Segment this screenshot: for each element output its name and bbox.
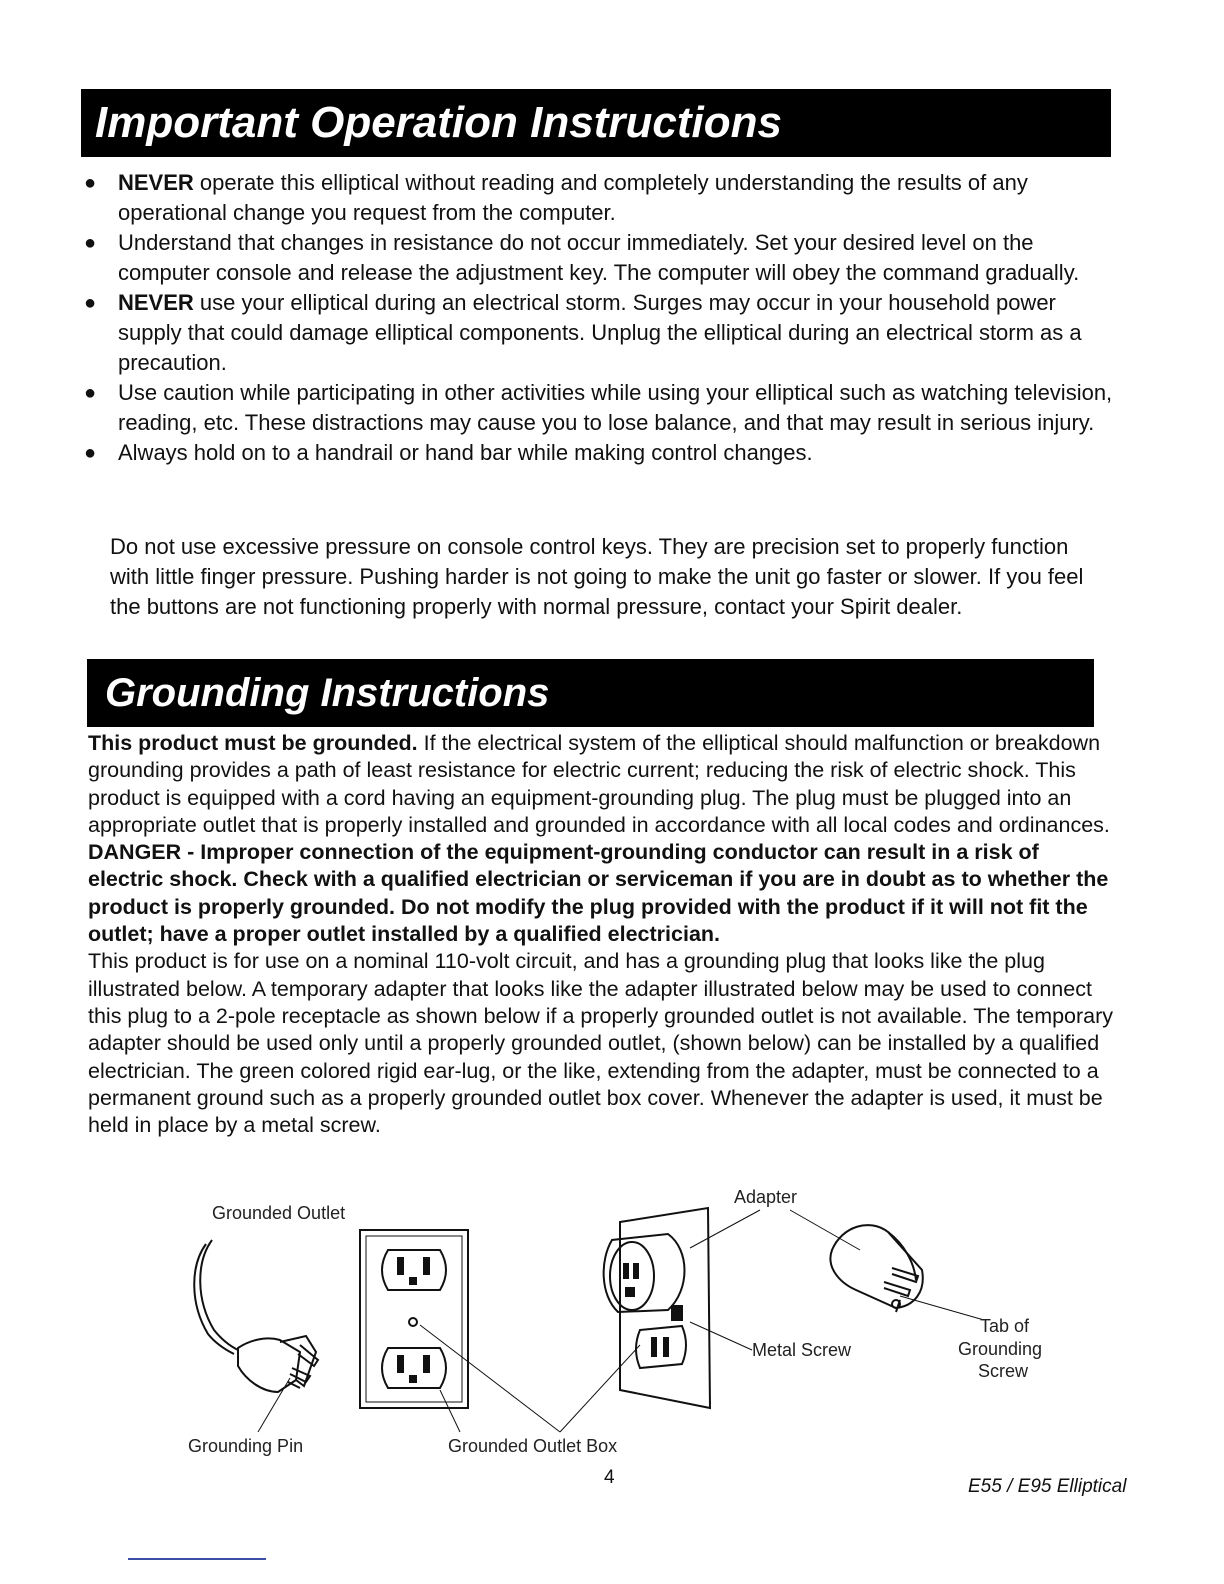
grounding-heading-text: Grounding Instructions bbox=[105, 670, 550, 715]
page-number: 4 bbox=[604, 1467, 615, 1488]
bullet-bold: NEVER bbox=[118, 290, 194, 315]
bullet-text: operate this elliptical without reading and completely understanding the results of any operational change you request from the computer. bbox=[118, 170, 1028, 225]
bullet-item bbox=[84, 168, 1124, 228]
bullet-item bbox=[84, 438, 1124, 468]
bottom-divider bbox=[128, 1558, 266, 1560]
operation-heading-text: Important Operation Instructions bbox=[95, 98, 782, 147]
grounding-lead-bold: This product must be grounded. bbox=[88, 731, 418, 755]
bullet-text: Use caution while participating in other activities while using your elliptical such as watching television, reading, etc. These distractions may cause you to lose balance, and that may result in serious injury. bbox=[118, 380, 1113, 435]
tab-label-line3: Screw bbox=[978, 1361, 1029, 1381]
grounding-body bbox=[88, 730, 1118, 1139]
grounding-diagram bbox=[0, 1180, 1224, 1460]
grounding-lead-text: If the electrical system of the elliptical should malfunction or breakdown grounding provides a path of least resistance for electric current; reducing the risk of electric shock. This product is equipped with a cord having an equipment-grounding plug. The plug must be plugged into an appropriate outlet that is properly installed and grounded in accordance with all local codes and ordinances. bbox=[88, 731, 1110, 837]
bullet-icon: ● bbox=[84, 232, 97, 254]
danger-warning bbox=[88, 839, 1118, 948]
control-keys-note: Do not use excessive pressure on console control keys. They are precision set to properly function with little finger pressure. Pushing harder is not going to make the unit go faster or slower. If you feel the buttons are not functioning properly with normal pressure, contact your Spirit dealer. bbox=[110, 534, 1084, 619]
bullet-icon: ● bbox=[84, 382, 97, 404]
tab-label-line2: Grounding bbox=[958, 1339, 1043, 1359]
tab-label-line1: Tab of bbox=[980, 1316, 1030, 1336]
metal-screw-label: Metal Screw bbox=[752, 1340, 852, 1360]
operation-instructions-heading bbox=[81, 89, 1111, 157]
bullet-text: Understand that changes in resistance do not occur immediately. Set your desired level on the computer console and release the adjustment key. The computer will obey the command gradually. bbox=[118, 230, 1080, 285]
model-name: E55 / E95 Elliptical bbox=[968, 1476, 1127, 1497]
bullet-icon: ● bbox=[84, 292, 97, 314]
danger-text: DANGER - Improper connection of the equipment-grounding conductor can result in a risk of electric shock. Check with a qualified electrician or serviceman if you are in doubt as to whether the product is properly grounded. Do not modify the plug provided with the product if it will not fit the outlet; have a proper outlet installed by a qualified electrician. bbox=[88, 840, 1109, 947]
grounded-outlet-illustration bbox=[360, 1230, 468, 1408]
plug-illustration bbox=[194, 1240, 318, 1392]
grounded-outlet-box-label: Grounded Outlet Box bbox=[448, 1436, 618, 1456]
bullet-icon: ● bbox=[84, 442, 97, 464]
bullet-text: use your elliptical during an electrical storm. Surges may occur in your household power supply that could damage elliptical components. Unplug the elliptical during an electrical storm as a precaution. bbox=[118, 290, 1082, 375]
grounding-instructions-heading bbox=[87, 659, 1094, 727]
grounding-lead-paragraph bbox=[88, 730, 1118, 839]
grounded-outlet-label: Grounded Outlet bbox=[212, 1203, 346, 1223]
bullet-icon: ● bbox=[84, 172, 97, 194]
bullet-item bbox=[84, 288, 1124, 378]
adapter-outlet-illustration bbox=[604, 1208, 710, 1408]
grounding-body-paragraph: This product is for use on a nominal 110-volt circuit, and has a grounding plug that looks like the plug illustrated below. A temporary adapter that looks like the adapter illustrated below may be used to connect this plug to a 2-pole receptacle as shown below if a properly grounded outlet is not available. The temporary adapter should be used only until a properly grounded outlet, (shown below) can be installed by a qualified electrician. The green colored rigid ear-lug, or the like, extending from the adapter, must be connected to a permanent ground such as a properly grounded outlet box cover. Whenever the adapter is used, it must be held in place by a metal screw. bbox=[88, 949, 1114, 1138]
operation-bullet-list bbox=[84, 168, 1124, 468]
grounding-pin-label: Grounding Pin bbox=[188, 1436, 304, 1456]
bullet-item bbox=[84, 378, 1124, 438]
adapter-label: Adapter bbox=[734, 1187, 798, 1207]
bullet-item bbox=[84, 228, 1124, 288]
bullet-text: Always hold on to a handrail or hand bar while making control changes. bbox=[118, 440, 813, 465]
bullet-bold: NEVER bbox=[118, 170, 194, 195]
